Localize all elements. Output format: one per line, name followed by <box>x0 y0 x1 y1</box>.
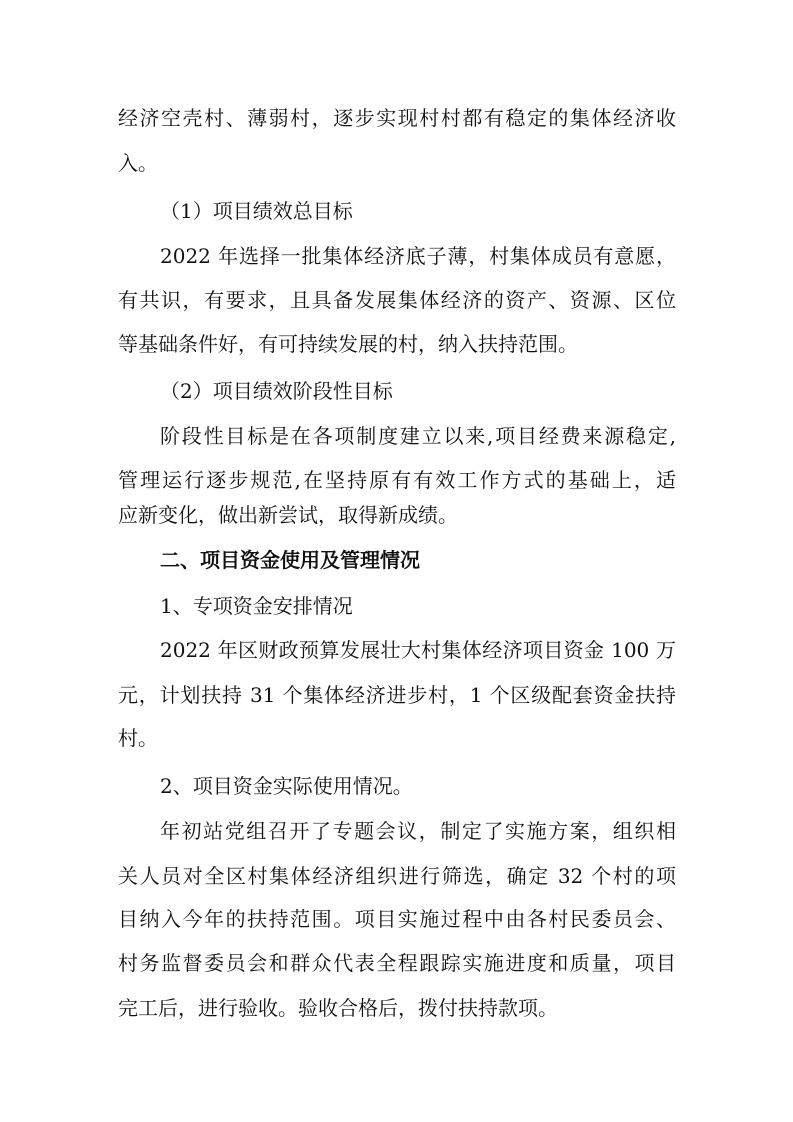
paragraph-line: 有共识，有要求，且具备发展集体经济的资产、资源、区位 <box>118 288 676 312</box>
paragraph-line: 阶段性目标是在各项制度建立以来,项目经费来源稳定, <box>160 424 676 448</box>
paragraph-line: 目纳入今年的扶持范围。项目实施过程中由各村民委员会、 <box>118 907 676 931</box>
paragraph-line: 村务监督委员会和群众代表全程跟踪实施进度和质量，项目 <box>118 951 676 975</box>
paragraph-line: 经济空壳村、薄弱村，逐步实现村村都有稳定的集体经济收 <box>118 106 676 130</box>
paragraph-line: 2022 年区财政预算发展壮大村集体经济项目资金 100 万 <box>160 638 676 662</box>
paragraph-line: 元，计划扶持 31 个集体经济进步村，1 个区级配套资金扶持 <box>118 683 676 707</box>
paragraph-line: 管理运行逐步规范,在坚持原有有效工作方式的基础上，适 <box>118 468 676 492</box>
subheading-2: （2）项目绩效阶段性目标 <box>160 379 393 403</box>
paragraph-line: 入。 <box>118 151 158 175</box>
paragraph-line: 村。 <box>118 726 158 750</box>
paragraph-line: 等基础条件好，有可持续发展的村，纳入扶持范围。 <box>118 332 578 356</box>
subheading-3: 1、专项资金安排情况 <box>160 594 353 618</box>
section-heading: 二、项目资金使用及管理情况 <box>160 548 420 572</box>
paragraph-line: 应新变化，做出新尝试，取得新成绩。 <box>118 503 458 527</box>
subheading-4: 2、项目资金实际使用情况。 <box>160 774 413 798</box>
paragraph-line: 2022 年选择一批集体经济底子薄，村集体成员有意愿， <box>160 244 676 268</box>
paragraph-line: 完工后，进行验收。验收合格后，拨付扶持款项。 <box>118 996 558 1020</box>
paragraph-line: 年初站党组召开了专题会议，制定了实施方案，组织相 <box>160 819 676 843</box>
subheading-1: （1）项目绩效总目标 <box>160 199 353 223</box>
paragraph-line: 关人员对全区村集体经济组织进行筛选，确定 32 个村的项 <box>118 864 676 888</box>
